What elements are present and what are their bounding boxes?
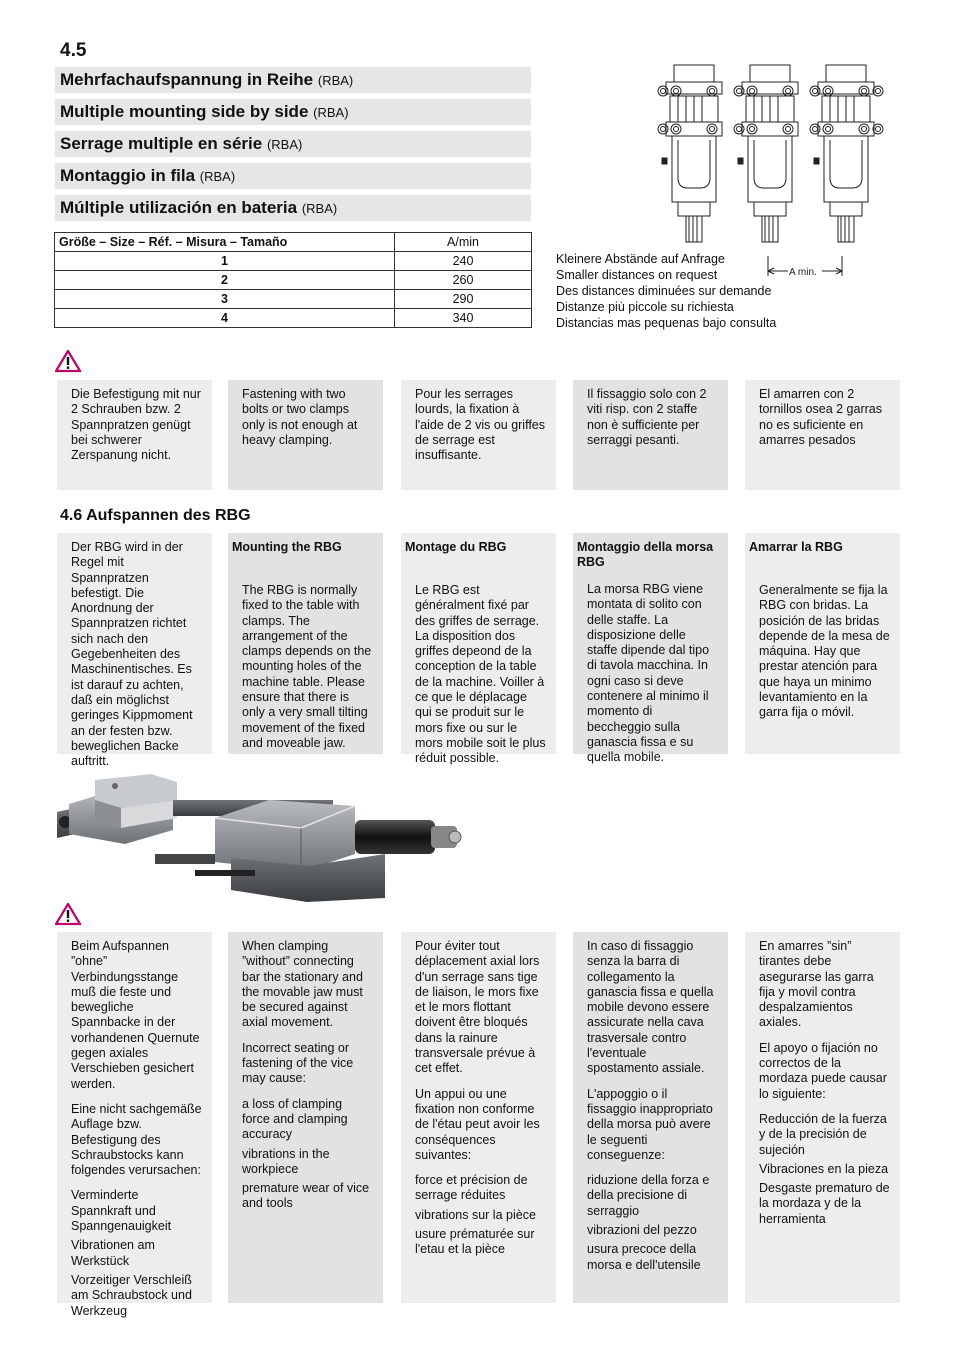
title-text: Multiple mounting side by side (60, 102, 309, 121)
header-amin: A/min (395, 233, 532, 252)
distance-note (556, 251, 776, 331)
table-row (55, 290, 532, 309)
warning1-it (573, 380, 728, 490)
warning-item: force et précision de serrage réduites (415, 1173, 528, 1203)
warning-text: Pour éviter tout déplacement axial lors d'un serrage sans tige de liaison, le mors fixe et le mors flottant doivent être bloqués dans la rainure transversale prévue à cet effet. (415, 939, 540, 1076)
title-suffix: (RBA) (313, 105, 349, 120)
warning-text: In caso di fissaggio senza la barra di collegamento la ganascia fissa e quella mobile devono essere assicurate nella cava trasversale contro l'eventuale spostamento assiale. (587, 939, 714, 1076)
title-english (55, 99, 531, 125)
warning-item: usure prématurée sur l'etau et la pièce (415, 1227, 535, 1257)
rbg-vise-photo (55, 772, 465, 902)
size-cell: 2 (55, 271, 395, 290)
vises-row-diagram (656, 60, 888, 282)
warning-text: Eine nicht sachgemäße Auflage bzw. Befestigung des Schraubstocks kann folgendes verursachen: (71, 1101, 202, 1178)
title-text: Mehrfachaufspannung in Reihe (60, 70, 314, 89)
section-heading-4-6: 4.6 Aufspannen des RBG (60, 507, 251, 524)
title-italian (55, 163, 531, 189)
title-text: Serrage multiple en série (60, 134, 263, 153)
warning2-en (228, 932, 383, 1303)
note-line: Distancias mas pequenas bajo consulta (556, 316, 777, 330)
size-cell: 4 (55, 309, 395, 328)
note-line: Des distances diminuées sur demande (556, 284, 772, 298)
warning-text: El apoyo o fijación no correctos de la mordaza puede causar lo siguiente: (759, 1040, 887, 1101)
warning1-fr (401, 380, 556, 490)
warning-text: El amarren con 2 tornillos osea 2 garras no es suficiente en amarres pesados (759, 387, 882, 447)
title-suffix: (RBA) (301, 201, 338, 216)
warning-text: Un appui ou une fixation non conforme de l'étau peut avoir les conséquences suivantes: (415, 1086, 540, 1162)
table-row (55, 309, 532, 328)
warning2-fr (401, 932, 556, 1303)
mounting-heading: Montaggio della morsa RBG (577, 540, 714, 569)
warning-item: usura precoce della morsa e dell'utensile (587, 1242, 701, 1272)
mounting-fr (401, 533, 556, 766)
title-text: Múltiple utilización en bateria (60, 198, 298, 217)
warning1-de (57, 380, 212, 490)
title-suffix: (RBA) (317, 73, 354, 88)
mounting-de (57, 533, 212, 769)
header-size: Größe – Size – Réf. – Misura – Tamaño (55, 233, 395, 252)
warning-item: Verminderte Spannkraft und Spanngenauigkeit (71, 1188, 172, 1234)
title-french (55, 131, 531, 157)
mounting-text: The RBG is normally fixed to the table with clamps. The arrangement of the clamps depends on the mounting holes of the machine table. Please ensure that there is only a very small tilting movement of the fixed and moveable jaw. (242, 583, 372, 750)
title-spanish (55, 195, 531, 221)
warning-item: Vibrationen am Werkstück (71, 1238, 155, 1268)
mounting-es (745, 533, 900, 754)
amin-cell: 340 (395, 309, 532, 328)
mounting-heading: Montage du RBG (405, 540, 507, 554)
table-row (55, 271, 532, 290)
note-line: Distanze più piccole su richiesta (556, 300, 734, 314)
mounting-it (573, 533, 728, 765)
amin-cell: 240 (395, 252, 532, 271)
warning-item: vibrazioni del pezzo (587, 1223, 697, 1238)
note-line: Kleinere Abstände auf Anfrage (556, 252, 725, 266)
warning-text: When clamping ”without” connecting bar the stationary and the movable jaw must be secured against axial movement. (242, 939, 363, 1030)
warning-item: Vorzeitiger Verschleiß am Schraubstock und Werkzeug (71, 1272, 192, 1318)
section-number: 4.5 (60, 40, 87, 61)
table-header-row (55, 233, 532, 252)
warning-icon (55, 349, 81, 373)
warning2-it (573, 932, 728, 1303)
warning-text: Beim Aufspannen ”ohne” Verbindungsstange muß die feste und bewegliche Spannbacke in der vorhandenen Quernute gegen axiales Verschieben gesichert werden. (71, 939, 200, 1091)
warning-icon (55, 902, 81, 926)
size-cell: 1 (55, 252, 395, 271)
warning-item: vibrations in the workpiece (242, 1146, 330, 1176)
title-german (55, 67, 531, 93)
warning-item: vibrations sur la pièce (415, 1207, 536, 1222)
warning2-de (57, 932, 212, 1318)
warning-text: Pour les serrages lourds, la fixation à l'aide de 2 vis ou griffes de serrage est insuffisante. (415, 387, 546, 463)
mounting-heading: Mounting the RBG (232, 540, 342, 554)
warning1-en (228, 380, 383, 490)
warning2-es (745, 932, 900, 1303)
mounting-text: Generalmente se fija la RBG con bridas. La posición de las bridas depende de la mesa de máquina. Hay que prestar atención para que haya un minimo levantamiento en la garra fija o móvil. (759, 583, 890, 720)
title-suffix: (RBA) (199, 169, 236, 184)
warning-text: Il fissaggio solo con 2 viti risp. con 2 staffe non è sufficiente per serraggi pesanti. (587, 387, 707, 447)
warning1-es (745, 380, 900, 490)
title-suffix: (RBA) (266, 137, 303, 152)
warning-item: riduzione della forza e della precisione di serraggio (587, 1173, 710, 1218)
size-table (54, 232, 532, 328)
amin-cell: 290 (395, 290, 532, 309)
mounting-text: La morsa RBG viene montata di solito con delle staffe. La disposizione delle staffe dipende dal tipo di tavola macchina. In ogni caso si deve contenere al minimo il momento di beccheggio sulla ganascia fissa e su quella mobile. (587, 582, 710, 765)
warning-text: L'appoggio o il fissaggio inappropriato della morsa può avere le seguenti conseguenze: (587, 1086, 713, 1162)
diagram-dimension-label: A min. (789, 267, 817, 278)
warning-item: Vibraciones en la pieza (759, 1161, 889, 1176)
table-row (55, 252, 532, 271)
amin-cell: 260 (395, 271, 532, 290)
mounting-heading: Amarrar la RBG (749, 540, 843, 554)
title-text: Montaggio in fila (60, 166, 196, 185)
size-cell: 3 (55, 290, 395, 309)
mounting-en (228, 533, 383, 754)
note-line: Smaller distances on request (556, 268, 718, 282)
warning-text: Incorrect seating or fastening of the vice may cause: (242, 1040, 354, 1086)
warning-text: En amarres ”sin” tirantes debe asegurarse las garra fija y movil contra despalzamientos axiales. (759, 939, 874, 1030)
warning-text: Die Befestigung mit nur 2 Schrauben bzw. 2 Spannpratzen genügt bei schwerer Zerspanung nicht. (71, 387, 201, 463)
mounting-text: Le RBG est généralment fixé par des griffes de serrage. La disposition dos griffes depeond de la conception de la table de la machine. Voiller à ce que le déplacage qui se produit sur le mors fixe ou sur le mors mobile soit le plus réduit possible. (415, 583, 546, 766)
warning-item: premature wear of vice and tools (242, 1181, 370, 1211)
warning-text: Fastening with two bolts or two clamps only is not enough at heavy clamping. (242, 387, 358, 447)
mounting-text: Der RBG wird in der Regel mit Spannpratzen befestigt. Die Anordnung der Spannpratzen richtet sich nach den Gegebenheiten des Maschinentisches. Es ist darauf zu achten, daß ein möglichst geringes Kippmoment an der festen bzw. beweglichen Backe auftritt. (71, 540, 193, 769)
warning-item: Desgaste prematuro de la mordaza y de la herramienta (759, 1181, 890, 1226)
warning-item: Reducción de la fuerza y de la precisión de sujeción (759, 1111, 887, 1157)
warning-item: a loss of clamping force and clamping accuracy (242, 1096, 348, 1142)
